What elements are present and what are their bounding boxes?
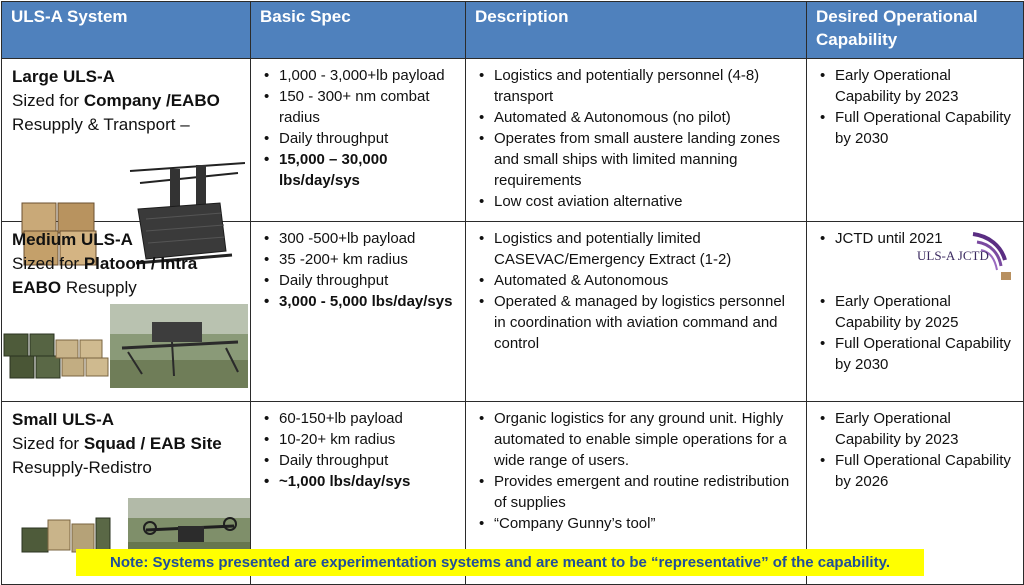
logo-text: ULS-A JCTD	[917, 248, 989, 263]
capability-item: • Full Operational Capability by 2030	[815, 333, 1015, 375]
note-banner: Note: Systems presented are experimentation systems and are meant to be “representative” of the capability.	[76, 549, 924, 576]
spec-item: • 60-150+lb payload	[259, 408, 457, 429]
capability-item: • Early Operational Capability by 2023	[815, 408, 1015, 450]
header-capability: Desired Operational Capability	[807, 2, 1024, 59]
spec-item: • 1,000 - 3,000+lb payload	[259, 65, 457, 86]
header-description: Description	[466, 2, 807, 59]
description-item: • Organic logistics for any ground unit. Highly automated to enable simple operations for a wide range of users.	[474, 408, 798, 471]
description-item: • Automated & Autonomous (no pilot)	[474, 107, 798, 128]
description-item: • Provides emergent and routine redistribution of supplies	[474, 471, 798, 513]
system-cell-medium	[2, 222, 251, 402]
header-basic-spec: Basic Spec	[251, 2, 466, 59]
system-name: Small ULS-A	[12, 410, 115, 429]
capability-cell-large	[807, 59, 1024, 222]
description-item: • “Company Gunny’s tool”	[474, 513, 798, 534]
description-item: • Logistics and potentially limited CASEVAC/Emergency Extract (1-2)	[474, 228, 798, 270]
spec-cell-large	[251, 59, 466, 222]
uls-a-table	[1, 1, 1024, 585]
capability-item: • Early Operational Capability by 2023	[815, 65, 1015, 107]
spec-item: • 10-20+ km radius	[259, 429, 457, 450]
description-item: • Automated & Autonomous	[474, 270, 798, 291]
description-item: • Low cost aviation alternative	[474, 191, 798, 212]
description-item: • Operates from small austere landing zones and small ships with limited manning requirements	[474, 128, 798, 191]
spec-cell-medium	[251, 222, 466, 402]
capability-item: • JCTD until 2021	[815, 228, 1015, 249]
spec-item: • 35 -200+ km radius	[259, 249, 457, 270]
system-cell-large	[2, 59, 251, 222]
system-size: Sized for Platoon / Intra EABO Resupply	[12, 254, 198, 297]
spec-item: • 150 - 300+ nm combat radius	[259, 86, 457, 128]
system-purpose: Resupply & Transport –	[12, 115, 190, 134]
spec-item: • 15,000 – 30,000 lbs/day/sys	[259, 149, 457, 191]
system-name: Large ULS-A	[12, 67, 115, 86]
system-name: Medium ULS-A	[12, 230, 133, 249]
system-purpose: Resupply-Redistro	[12, 458, 152, 477]
capability-cell-medium	[807, 222, 1024, 402]
capability-item: • Full Operational Capability by 2030	[815, 107, 1015, 149]
spec-item: • Daily throughput	[259, 270, 457, 291]
system-size: Sized for Company /EABO	[12, 91, 220, 110]
uls-a-jctd-logo	[915, 230, 1015, 284]
description-cell-medium	[466, 222, 807, 402]
spec-item: • 3,000 - 5,000 lbs/day/sys	[259, 291, 457, 312]
spec-item: • Daily throughput	[259, 128, 457, 149]
description-cell-large	[466, 59, 807, 222]
spec-item: • 300 -500+lb payload	[259, 228, 457, 249]
capability-item: • Early Operational Capability by 2025	[815, 291, 1015, 333]
capability-item: • Full Operational Capability by 2026	[815, 450, 1015, 492]
description-item: • Logistics and potentially personnel (4-8) transport	[474, 65, 798, 107]
medium-uls-a-image	[2, 304, 250, 388]
system-size: Sized for Squad / EAB Site	[12, 434, 222, 453]
description-item: • Operated & managed by logistics personnel in coordination with aviation command and control	[474, 291, 798, 354]
header-system: ULS-A System	[2, 2, 251, 59]
table-row-large	[2, 59, 1024, 222]
spec-item: • ~1,000 lbs/day/sys	[259, 471, 457, 492]
spec-item: • Daily throughput	[259, 450, 457, 471]
header-row	[2, 2, 1024, 59]
table-row-medium	[2, 222, 1024, 402]
